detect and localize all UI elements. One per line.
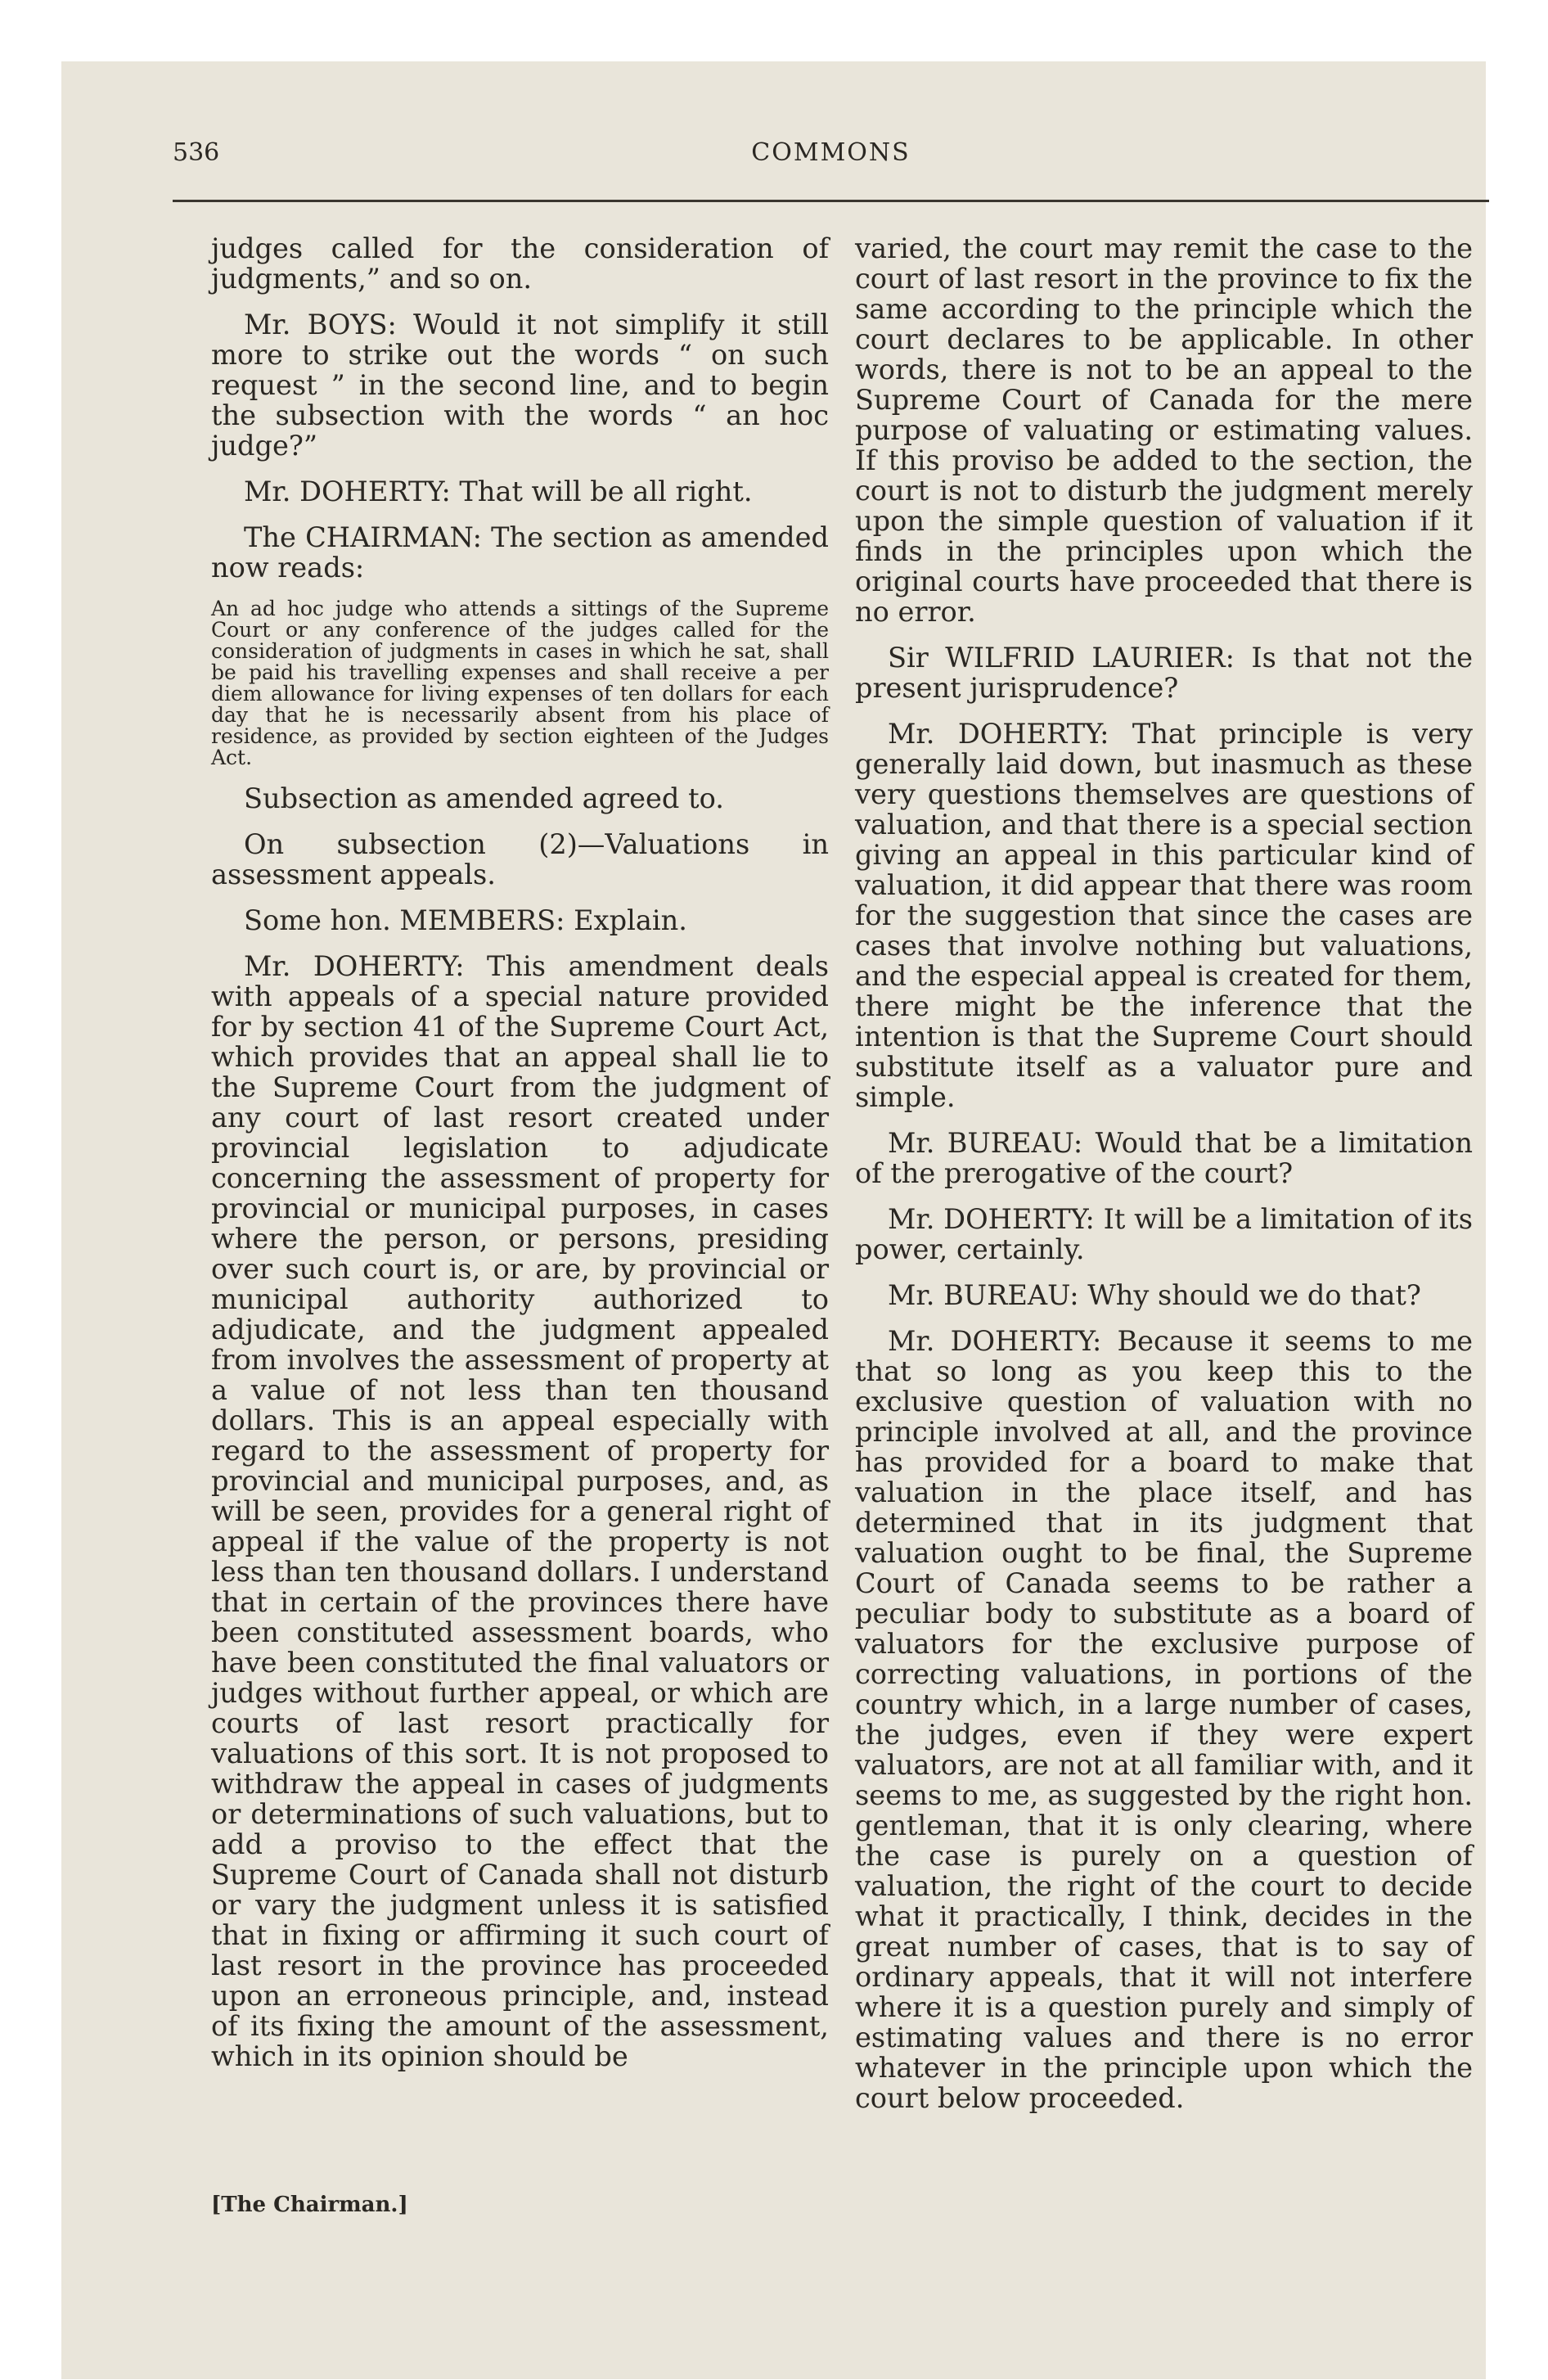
paragraph: On subsection (2)—Valuations in assessment appeals. xyxy=(211,828,829,890)
left-column xyxy=(211,233,829,2087)
right-column xyxy=(855,233,1473,2129)
document-page xyxy=(61,61,1486,2379)
paragraph: judges called for the consideration of judgments,” and so on. xyxy=(211,232,829,295)
paragraph: The CHAIRMAN: The section as amended now reads: xyxy=(211,521,829,584)
quoted-section: An ad hoc judge who attends a sittings of the Supreme Court or any conference of the judges called for the consideration of judgments in cases in which he sat, shall be paid his travelling expenses and shall receive a per diem allowance for living expenses of ten dollars for each day that he is necessarily absent from his place of residence, as provided by section eighteen of the Judges Act. xyxy=(211,597,829,769)
paragraph: Mr. BUREAU: Would that be a limitation of the prerogative of the court? xyxy=(855,1127,1473,1189)
page-number: 536 xyxy=(173,138,220,167)
paragraph: Mr. BUREAU: Why should we do that? xyxy=(888,1279,1421,1311)
paragraph: Mr. BOYS: Would it not simplify it still more to strike out the words “ on such request ” in the second line, and to begin the subsection with the words “ an hoc judge?” xyxy=(211,309,829,462)
running-title: COMMONS xyxy=(751,138,911,167)
paragraph: Some hon. MEMBERS: Explain. xyxy=(244,904,687,936)
header-rule xyxy=(173,200,1489,202)
paragraph: Mr. DOHERTY: Because it seems to me that so long as you keep this to the exclusive question of valuation with no principle involved at all, and the province has provided for a board to make that valuation in the place itself, and has determined that in its judgment that valuation ought to be final, the Supreme Court of Canada seems to be rather a peculiar body to substitute as a board of valuators for the exclusive purpose of correcting valuations, in portions of the country which, in a large number of cases, the judges, even if they were expert valuators, are not at all familiar with, and it seems to me, as suggested by the right hon. gentleman, that it is only clearing, where the case is purely on a question of valuation, the right of the court to decide what it practically, I think, decides in the great number of cases, that is to say of ordinary appeals, that it will not interfere where it is a question purely and simply of estimating values and there is no error whatever in the principle upon which the court below proceeded. xyxy=(855,1325,1473,2114)
paragraph: Sir WILFRID LAURIER: Is that not the present jurisprudence? xyxy=(855,642,1473,704)
page-header xyxy=(173,138,1489,184)
paragraph: Mr. DOHERTY: It will be a limitation of its power, certainly. xyxy=(855,1203,1473,1265)
paragraph: Mr. DOHERTY: This amendment deals with appeals of a special nature provided for by section 41 of the Supreme Court Act, which provides that an appeal shall lie to the Supreme Court from the judgment of any court of last resort created under provincial legislation to adjudicate concerning the assessment of property for provincial or municipal purposes, in cases where the person, or persons, presiding over such court is, or are, by provincial or municipal authority authorized to adjudicate, and the judgment appealed from involves the assessment of property at a value of not less than ten thousand dollars. This is an appeal especially with regard to the assessment of property for provincial and municipal purposes, and, as will be seen, provides for a general right of appeal if the value of the property is not less than ten thousand dollars. I understand that in certain of the provinces there have been constituted assessment boards, who have been constituted the final valuators or judges without further appeal, or which are courts of last resort practically for valuations of this sort. It is not proposed to withdraw the appeal in cases of judgments or determinations of such valuations, but to add a proviso to the effect that the Supreme Court of Canada shall not disturb or vary the judgment unless it is satisfied that in fixing or affirming it such court of last resort in the province has proceeded upon an erroneous principle, and, instead of its fixing the amount of the assessment, which in its opinion should be xyxy=(211,950,829,2072)
paragraph: Subsection as amended agreed to. xyxy=(244,782,724,814)
speaker-footer: [The Chairman.] xyxy=(211,2193,408,2217)
paragraph: varied, the court may remit the case to the court of last resort in the province to fix the same according to the principle which the court declares to be applicable. In other words, there is not to be an appeal to the Supreme Court of Canada for the mere purpose of valuating or estimating values. If this proviso be added to the section, the court is not to disturb the judgment merely upon the simple question of valuation if it finds in the principles upon which the original courts have proceeded that there is no error. xyxy=(855,232,1473,628)
paragraph: Mr. DOHERTY: That will be all right. xyxy=(244,476,753,507)
paragraph: Mr. DOHERTY: That principle is very generally laid down, but inasmuch as these very questions themselves are questions of valuation, and that there is a special section giving an appeal in this particular kind of valuation, it did appear that there was room for the suggestion that since the cases are cases that involve nothing but valuations, and the especial appeal is created for them, there might be the inference that the intention is that the Supreme Court should substitute itself as a valuator pure and simple. xyxy=(855,718,1473,1113)
